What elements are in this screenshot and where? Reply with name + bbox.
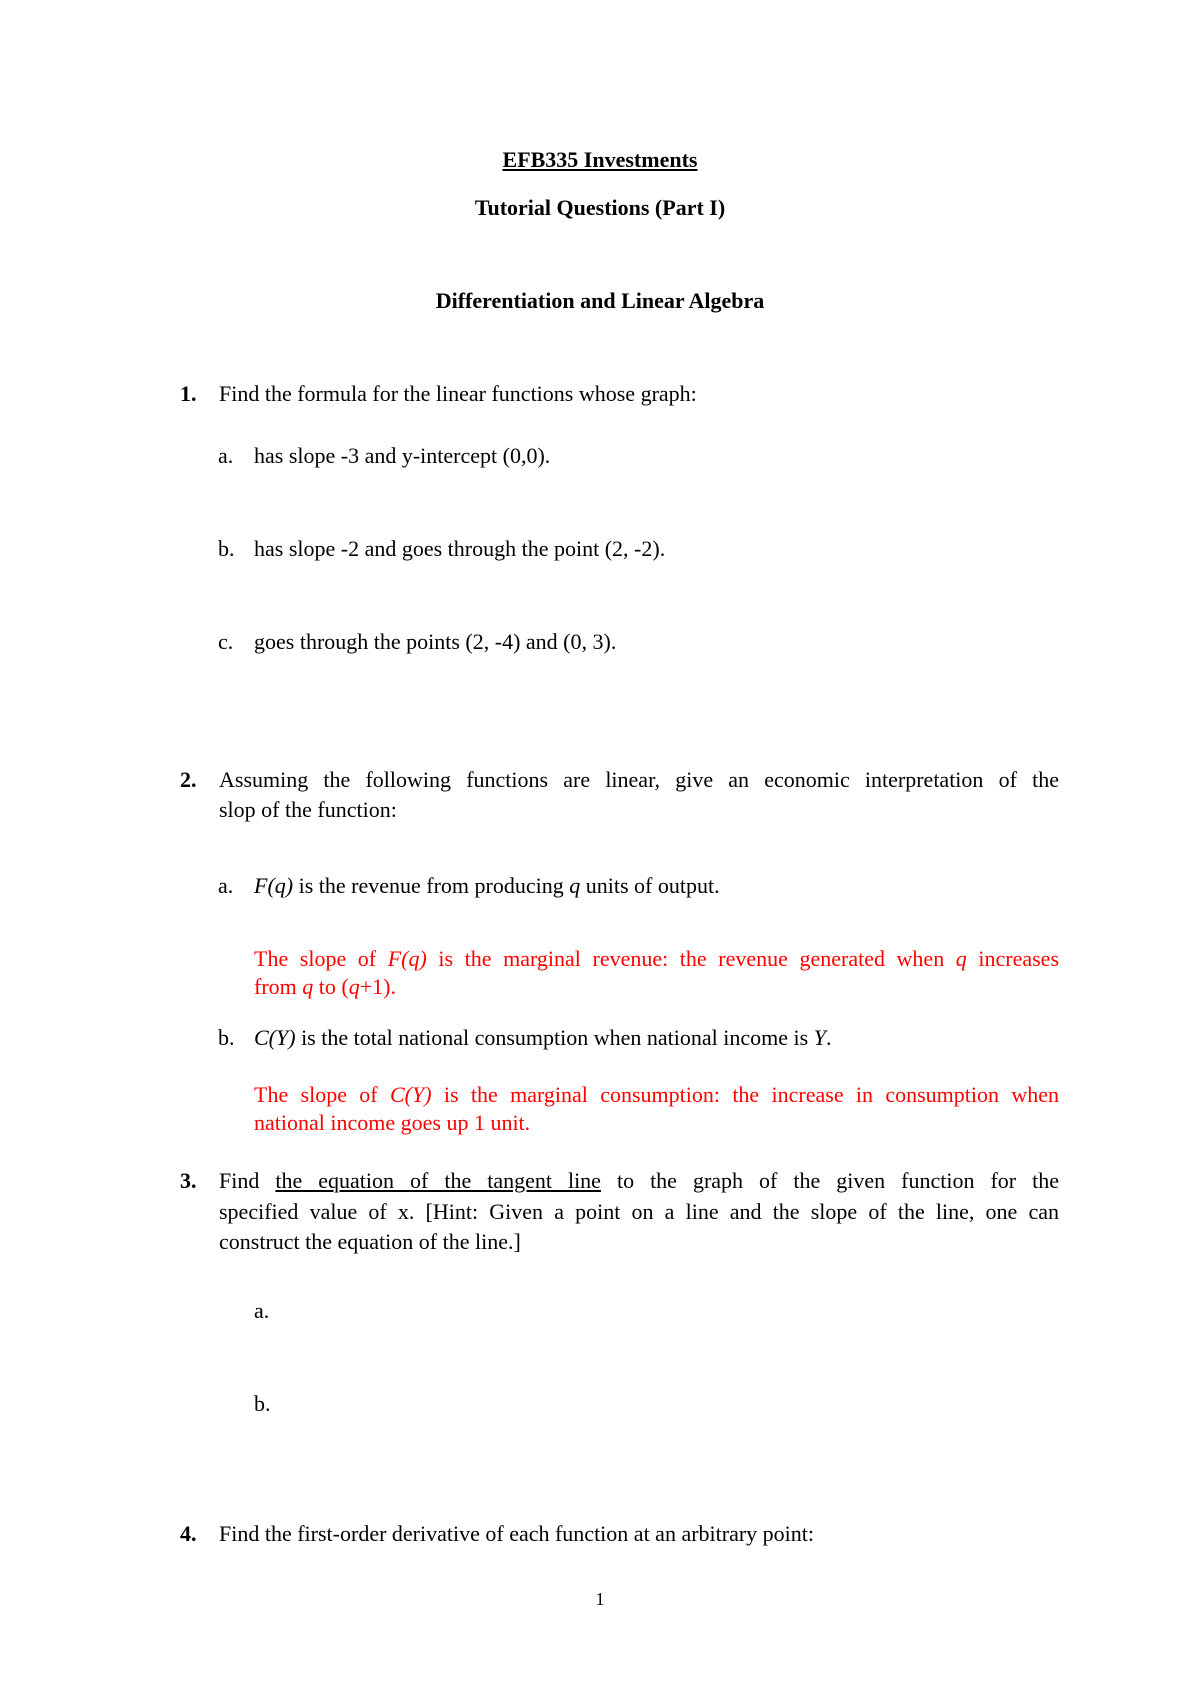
q3-item-a-letter: a. xyxy=(254,1298,270,1323)
question-4-text: Find the first-order derivative of each function at an arbitrary point: xyxy=(219,1521,815,1546)
question-2-number: 2. xyxy=(180,767,197,792)
page-subtitle: Tutorial Questions (Part I) xyxy=(474,195,726,220)
q3-item-b-letter: b. xyxy=(254,1391,271,1416)
question-3-line-2: specified value of x. [Hint: Given a point on a line and the slope of the line, one can xyxy=(219,1199,1059,1224)
q2-item-a-letter: a. xyxy=(218,873,234,898)
q2-item-a-text: F(q) is the revenue from producing q units of output. xyxy=(254,873,720,898)
q2-item-a-answer: The slope of F(q) is the marginal revenue: the revenue generated when q increases from q to (q+1). xyxy=(254,946,1059,999)
question-3-line-3: construct the equation of the line.] xyxy=(219,1229,521,1254)
q1-item-b-letter: b. xyxy=(218,536,235,561)
q1-item-c-text: goes through the points (2, -4) and (0, 3). xyxy=(254,629,617,654)
q1-item-b-text: has slope -2 and goes through the point (2, -2). xyxy=(254,536,666,561)
page-number: 1 xyxy=(595,1589,605,1609)
question-3-number: 3. xyxy=(180,1168,197,1193)
course-title: EFB335 Investments xyxy=(502,147,698,172)
question-2-line-2: slop of the function: xyxy=(219,797,397,822)
q1-item-c-letter: c. xyxy=(218,629,234,654)
question-1-text: Find the formula for the linear functions whose graph: xyxy=(219,381,697,406)
question-2-line-1: Assuming the following functions are linear, give an economic interpretation of the xyxy=(219,767,1059,792)
question-3-line-1: Find the equation of the tangent line to the graph of the given function for the xyxy=(219,1168,1059,1193)
q2-item-b-letter: b. xyxy=(218,1025,235,1050)
question-4-number: 4. xyxy=(180,1521,197,1546)
section-heading: Differentiation and Linear Algebra xyxy=(435,288,765,313)
q2-item-b-text: C(Y) is the total national consumption when national income is Y. xyxy=(254,1025,832,1050)
q1-item-a-letter: a. xyxy=(218,443,234,468)
q2-item-b-answer: The slope of C(Y) is the marginal consumption: the increase in consumption when national income goes up 1 unit. xyxy=(254,1082,1060,1135)
question-1-number: 1. xyxy=(180,381,197,406)
q1-item-a-text: has slope -3 and y-intercept (0,0). xyxy=(254,443,551,468)
